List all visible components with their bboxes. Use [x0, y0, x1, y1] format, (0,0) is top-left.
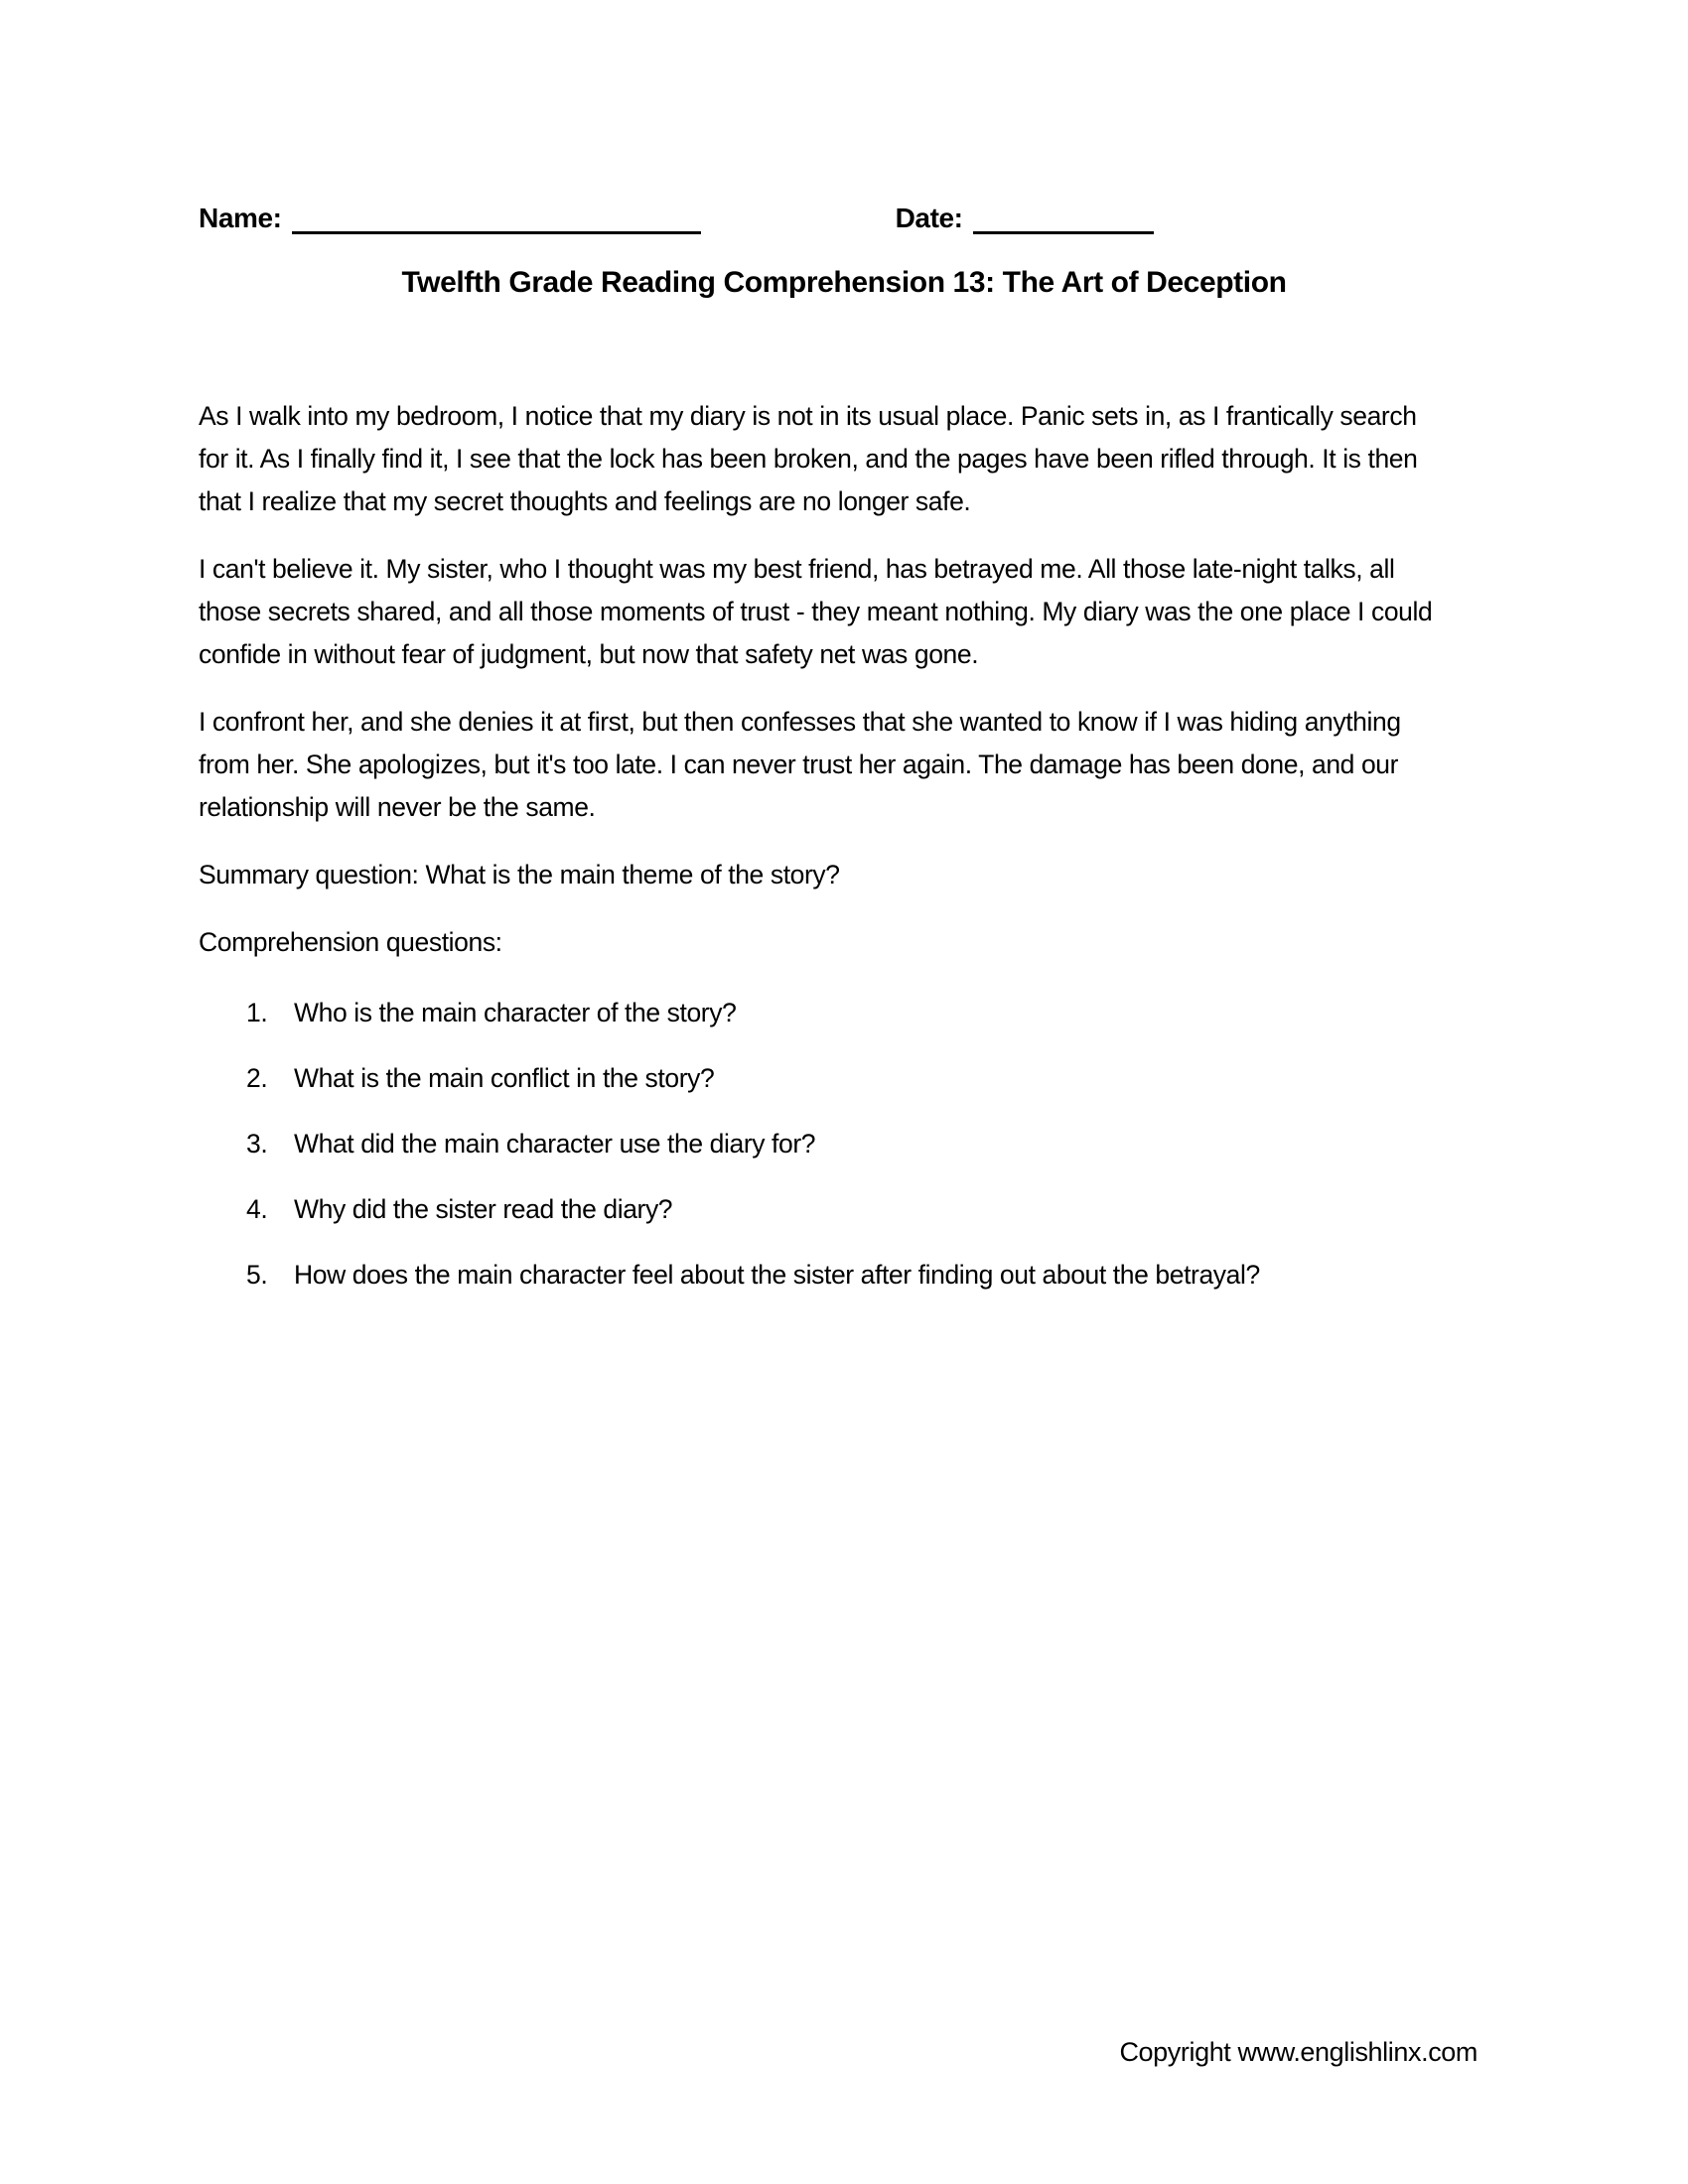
summary-question: Summary question: What is the main theme of the story?: [199, 860, 840, 889]
date-field-group: [896, 202, 1154, 234]
question-number: 4.: [246, 1194, 268, 1224]
copyright-text: Copyright www.englishlinx.com: [1119, 2037, 1477, 2067]
question-item: [199, 1123, 1435, 1165]
date-label: Date:: [895, 203, 963, 233]
question-text: How does the main character feel about the sister after finding out about the betrayal?: [294, 1260, 1260, 1290]
question-text: Why did the sister read the diary?: [294, 1194, 673, 1224]
question-list: [199, 992, 1435, 1297]
name-field-group: [199, 202, 701, 234]
name-blank-line: [292, 202, 701, 234]
date-blank-line: [973, 202, 1154, 234]
question-number: 5.: [246, 1260, 268, 1290]
story-paragraph-1: As I walk into my bedroom, I notice that my diary is not in its usual place. Panic sets in, as I frantically search for it. As I finally find it, I see that the lock has been broken, and the pages have been rifled through. It is then that I realize that my secret thoughts and feelings are no longer safe.: [199, 401, 1418, 516]
worksheet-title: Twelfth Grade Reading Comprehension 13: The Art of Deception: [401, 266, 1287, 299]
worksheet-body: [199, 395, 1435, 1319]
question-text: What did the main character use the diary for?: [294, 1129, 816, 1159]
story-paragraph-3: I confront her, and she denies it at first, but then confesses that she wanted to know if I was hiding anything from her. She apologizes, but it's too late. I can never trust her again. The damage has been done, and our relationship will never be the same.: [199, 707, 1401, 822]
header-row: [199, 202, 1489, 234]
question-item: [199, 1057, 1435, 1100]
question-text: What is the main conflict in the story?: [294, 1063, 715, 1093]
question-number: 2.: [246, 1063, 268, 1093]
story-paragraph-2: I can't believe it. My sister, who I thought was my best friend, has betrayed me. All those late-night talks, all those secrets shared, and all those moments of trust - they meant nothing. My diary was the one place I could confide in without fear of judgment, but now that safety net was gone.: [199, 554, 1433, 669]
question-number: 1.: [246, 998, 268, 1027]
question-text: Who is the main character of the story?: [294, 998, 737, 1027]
question-item: [199, 1254, 1435, 1297]
question-item: [199, 992, 1435, 1034]
name-label: Name:: [199, 203, 282, 233]
comprehension-heading: Comprehension questions:: [199, 927, 502, 957]
question-item: [199, 1188, 1435, 1231]
question-number: 3.: [246, 1129, 268, 1159]
